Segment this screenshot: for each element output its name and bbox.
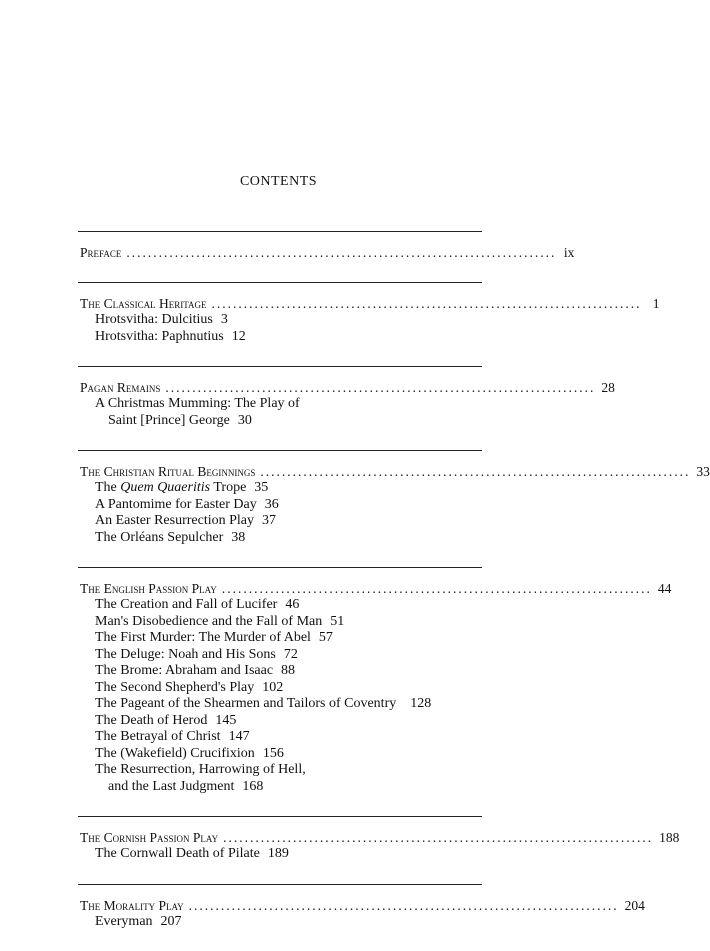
entry-page-number: 51 [330, 613, 345, 629]
entry-title: Hrotsvitha: Paphnutius [95, 328, 224, 344]
page-title: CONTENTS [239, 174, 318, 189]
divider [78, 366, 482, 367]
section-title: The English Passion Play [80, 581, 217, 596]
toc-entry[interactable] [80, 846, 480, 863]
section-heading[interactable] [80, 379, 615, 396]
entry-title: Everyman [95, 913, 153, 929]
toc-section-christian-ritual [80, 463, 710, 546]
toc-entry-continuation[interactable] [80, 413, 480, 430]
section-page-number: 44 [657, 581, 672, 596]
entry-page-number: 207 [160, 913, 182, 929]
entry-title: Man's Disobedience and the Fall of Man [95, 613, 323, 629]
section-heading[interactable] [80, 295, 660, 312]
section-page-number: 188 [659, 830, 680, 845]
entry-page-number: 102 [262, 679, 284, 695]
entry-title: The First Murder: The Murder of Abel [95, 630, 311, 645]
toc-section-classical-heritage [80, 295, 660, 345]
section-heading[interactable] [80, 463, 710, 480]
toc-entry[interactable] [80, 729, 480, 746]
section-title: The Cornish Passion Play [80, 830, 219, 845]
toc-entry-continuation[interactable] [80, 779, 480, 796]
entry-title: A Pantomime for Easter Day [95, 496, 257, 512]
entry-page-number: 156 [262, 745, 284, 761]
entry-page-number: 189 [267, 846, 289, 861]
entry-title: and the Last Judgment [108, 778, 235, 794]
entry-page-number: 72 [283, 646, 298, 662]
divider [78, 816, 482, 817]
entry-title-suffix: Trope [210, 480, 247, 495]
toc-entry[interactable] [80, 597, 480, 614]
entry-page-number: 37 [262, 513, 277, 528]
entry-title: The Pageant of the Shearmen and Tailors of Coventry [95, 696, 397, 711]
section-title: Pagan Remains [80, 380, 161, 395]
divider [78, 282, 482, 283]
entry-page-number: 88 [281, 663, 296, 678]
toc-entry[interactable] [80, 312, 480, 329]
dot-leader: ................................................................................ [260, 464, 691, 479]
toc-section-pagan-remains [80, 379, 615, 429]
section-heading[interactable] [80, 829, 680, 846]
entry-title-italic: Quem Quaeritis [120, 480, 211, 495]
entry-title: An Easter Resurrection Play [95, 513, 255, 528]
dot-leader: ................................................................................ [211, 296, 642, 311]
entry-page-number: 35 [254, 480, 269, 495]
dot-leader: ................................................................................ [165, 380, 596, 395]
divider [78, 450, 482, 451]
entry-page-number: 36 [264, 496, 279, 512]
section-page-number: 204 [624, 897, 645, 913]
toc-entry[interactable] [80, 614, 480, 631]
entry-title: The Deluge: Noah and His Sons [95, 646, 276, 662]
entry-title: The Betrayal of Christ [95, 729, 221, 744]
toc-section-english-passion-play [80, 580, 672, 795]
toc-entry[interactable] [80, 762, 480, 779]
toc-entry[interactable] [80, 480, 480, 497]
toc-entry[interactable] [80, 329, 480, 346]
entry-title: The Cornwall Death of Pilate [95, 846, 260, 861]
entry-page-number: 46 [285, 597, 300, 612]
divider [78, 884, 482, 885]
toc-entry[interactable] [80, 630, 480, 647]
toc-entry[interactable] [80, 696, 480, 713]
entry-page-number: 145 [215, 712, 237, 728]
toc-entry[interactable] [80, 513, 480, 530]
entry-title: The Creation and Fall of Lucifer [95, 597, 278, 612]
toc-section-cornish-passion-play [80, 829, 680, 863]
section-page-number: 28 [601, 380, 615, 395]
toc-entry[interactable] [80, 914, 480, 931]
entry-title: The Orléans Sepulcher [95, 529, 224, 545]
toc-entry[interactable] [80, 746, 480, 763]
section-page-number: ix [563, 245, 575, 260]
entry-title: The Brome: Abraham and Isaac [95, 663, 274, 678]
section-page-number: 1 [652, 296, 660, 311]
entry-page-number: 12 [231, 328, 246, 344]
divider [78, 567, 482, 568]
divider [78, 231, 482, 232]
entry-page-number: 57 [318, 630, 333, 645]
section-title: Preface [80, 245, 122, 260]
toc-entry[interactable] [80, 663, 480, 680]
section-heading[interactable] [80, 897, 645, 914]
toc-entry[interactable] [80, 680, 480, 697]
dot-leader: ................................................................................ [126, 245, 557, 260]
entry-title: A Christmas Mumming: The Play of [95, 396, 300, 411]
section-title: The Morality Play [80, 897, 184, 913]
entry-title-prefix: The [95, 480, 121, 495]
entry-page-number: 147 [228, 729, 250, 744]
table-of-contents [80, 231, 710, 951]
toc-entry[interactable] [80, 713, 480, 730]
entry-page-number: 3 [220, 312, 228, 327]
toc-entry[interactable] [80, 647, 480, 664]
entry-page-number: 38 [231, 529, 246, 545]
toc-entry[interactable] [80, 396, 480, 413]
dot-leader: ................................................................................ [223, 830, 654, 845]
toc-entry[interactable] [80, 497, 480, 514]
entry-page-number: 168 [242, 778, 264, 794]
section-heading[interactable] [80, 580, 672, 597]
section-title: The Classical Heritage [80, 296, 207, 311]
section-title: The Christian Ritual Beginnings [80, 464, 256, 479]
dot-leader: ................................................................................ [188, 897, 619, 913]
entry-title: Hrotsvitha: Dulcitius [95, 312, 213, 327]
toc-section-preface [80, 244, 575, 261]
dot-leader: ................................................................................ [221, 581, 652, 596]
section-heading[interactable] [80, 244, 575, 261]
entry-page-number: 30 [237, 412, 252, 428]
toc-entry[interactable] [80, 530, 480, 547]
entry-title: The Resurrection, Harrowing of Hell, [95, 762, 306, 777]
entry-title: The Second Shepherd's Play [95, 679, 255, 695]
entry-title: The Death of Herod [95, 712, 208, 728]
entry-page-number: 128 [410, 696, 432, 711]
toc-section-morality-play [80, 897, 645, 931]
section-page-number: 33 [696, 464, 710, 479]
entry-title: Saint [Prince] George [108, 412, 230, 428]
entry-title: The (Wakefield) Crucifixion [95, 745, 255, 761]
